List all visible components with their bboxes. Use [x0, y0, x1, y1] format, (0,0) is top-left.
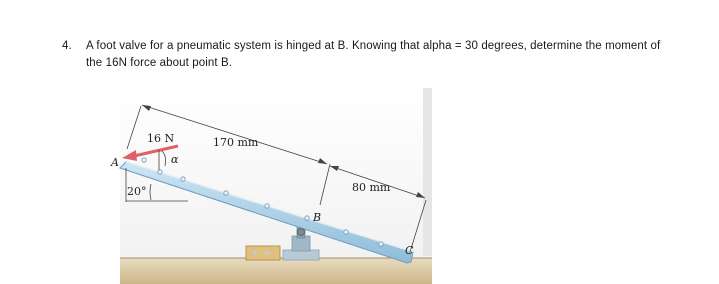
support-foot: [283, 250, 319, 260]
rivet-icon: [158, 170, 162, 174]
length-label-170: 170 mm: [213, 136, 259, 149]
question-line-2: the 16N force about point B.: [86, 57, 233, 69]
figure-background-edge: [423, 88, 432, 256]
rivet-icon: [344, 230, 348, 234]
length-label-80: 80 mm: [352, 181, 391, 194]
hinge-pin-icon: [298, 229, 305, 236]
question-number: 4.: [62, 40, 72, 52]
point-c-label: C: [405, 244, 414, 257]
rivet-icon: [142, 158, 146, 162]
rivet-icon: [305, 216, 309, 220]
ground: [120, 258, 432, 284]
rivet-icon: [379, 242, 383, 246]
point-b-label: B: [313, 211, 322, 224]
question-line-1: A foot valve for a pneumatic system is hinged at B. Knowing that alpha = 30 degrees, determine the moment of: [86, 40, 661, 52]
force-label: 16 N: [147, 132, 175, 145]
base-bolt-icon: [265, 251, 269, 255]
rivet-icon: [224, 191, 228, 195]
incline-angle-label: 20°: [127, 185, 147, 198]
hinge-base-block: [246, 246, 280, 260]
rivet-icon: [265, 204, 269, 208]
alpha-label: α: [171, 153, 179, 166]
point-a-label: A: [111, 156, 119, 169]
rivet-icon: [181, 177, 185, 181]
base-bolt-icon: [253, 251, 257, 255]
